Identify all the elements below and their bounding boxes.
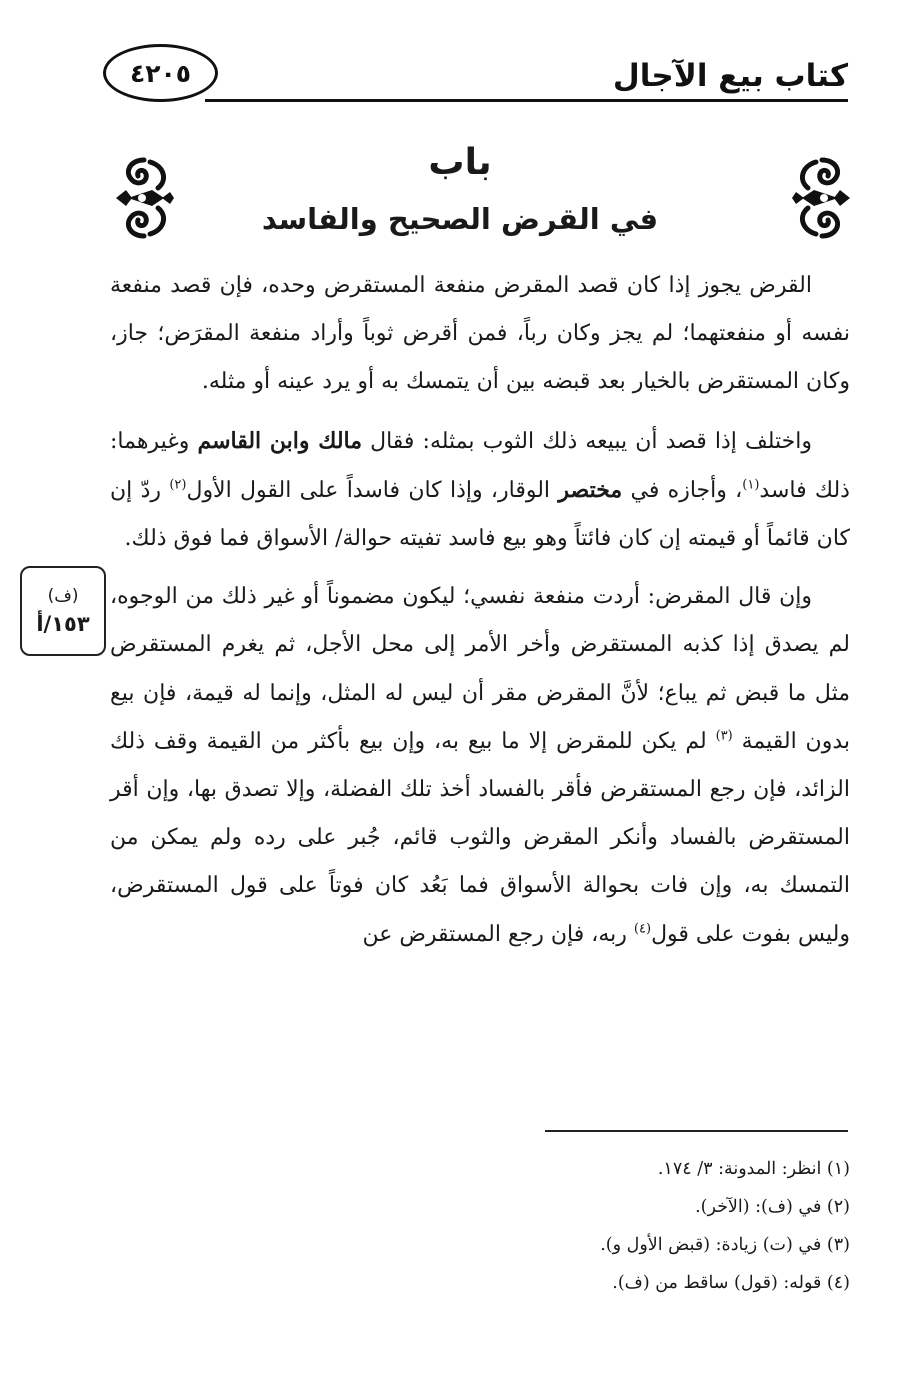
footnote-marker: (٤) (633, 921, 652, 937)
footnote: (٣) في (ت) زيادة: (قبض الأول و). (600, 1235, 850, 1255)
footnote: (٤) قوله: (قول) ساقط من (ف). (612, 1273, 850, 1293)
chapter-subtitle: في القرض الصحيح والفاسد (261, 202, 659, 236)
page-number: ٤٢٠٥ (103, 44, 218, 102)
manuscript-siglum: (ف) (47, 586, 79, 606)
chapter-heading (0, 140, 920, 240)
paragraph (110, 417, 850, 564)
main-text (110, 262, 850, 969)
paragraph (110, 573, 850, 959)
chapter-word: باب (428, 142, 492, 183)
footnote-marker: (١) (742, 477, 760, 493)
footnote-marker: (٢) (169, 477, 187, 493)
footnote: (٢) في (ف): (الآخر). (695, 1197, 850, 1217)
book-title: كتاب بيع الآجال (612, 58, 848, 94)
text-segment: ردّ إن كان قائماً أو قيمته إن كان فائتاً وهو بيع فاسد تفيته حوالة/ الأسواق فما فوق ذلك. (110, 477, 850, 552)
text-segment: وإن قال المقرض: أردت منفعة نفسي؛ ليكون مضموناً أو غير ذلك من الوجوه، لم يصدق إذا كذبه المستقرض وأخر الأمر إلى محل الأجل، ثم يغرم المستقرض مثل ما قبض ثم يباع؛ لأنَّ المقرض مقر أن ليس له المثل، وإنما له قيمة، فإن بيع بدون القيمة (110, 584, 850, 754)
folio-number: ١٥٣/أ (36, 612, 90, 636)
bold-term: مختصر (558, 476, 623, 503)
text-segment: ربه، فإن رجع المستقرض عن (362, 921, 634, 947)
text-segment: وغيرهما: ذلك فاسد (110, 428, 850, 503)
paragraph (110, 262, 850, 407)
page-header (0, 0, 920, 120)
text-segment: القرض يجوز إذا كان قصد المقرض منفعة المستقرض وحده، فإن قصد منفعة نفسه أو منفعتهما؛ لم يجز وكان رباً، فمن أقرض ثوباً وأراد منفعة المقرَض؛ جاز، وكان المستقرض بالخيار بعد قبضه بين أن يتمسك به أو يرد عينه أو مثله. (110, 273, 850, 395)
footnote: (١) انظر: المدونة: ٣/ ١٧٤. (657, 1159, 850, 1179)
footnote-marker: (٣) (715, 728, 733, 744)
bold-term: مالك وابن القاسم (197, 427, 363, 454)
footnotes (110, 1150, 850, 1302)
footnote-rule (545, 1130, 848, 1132)
text-segment: الوقار، وإذا كان فاسداً على القول الأول (186, 477, 559, 503)
text-segment: واختلف إذا قصد أن يبيعه ذلك الثوب بمثله: فقال (362, 428, 812, 454)
text-segment: لم يكن للمقرض إلا ما بيع به، وإن بيع بأكثر من القيمة وقف ذلك الزائد، فإن رجع المستقرض فأقر بالفساد أخذ تلك الفضلة، وإلا تصدق بها، وإن أقر المستقرض بالفساد وأنكر المقرض والثوب قائم، جُبر على رده ولم يمكن من التمسك به، وإن فات بحوالة الأسواق فما بَعُد كان فوتاً على قول المستقرض، وليس بفوت على قول (110, 728, 850, 947)
manuscript-folio-note (20, 566, 106, 656)
text-segment: ، وأجازه في (622, 477, 743, 503)
header-rule (205, 99, 848, 102)
